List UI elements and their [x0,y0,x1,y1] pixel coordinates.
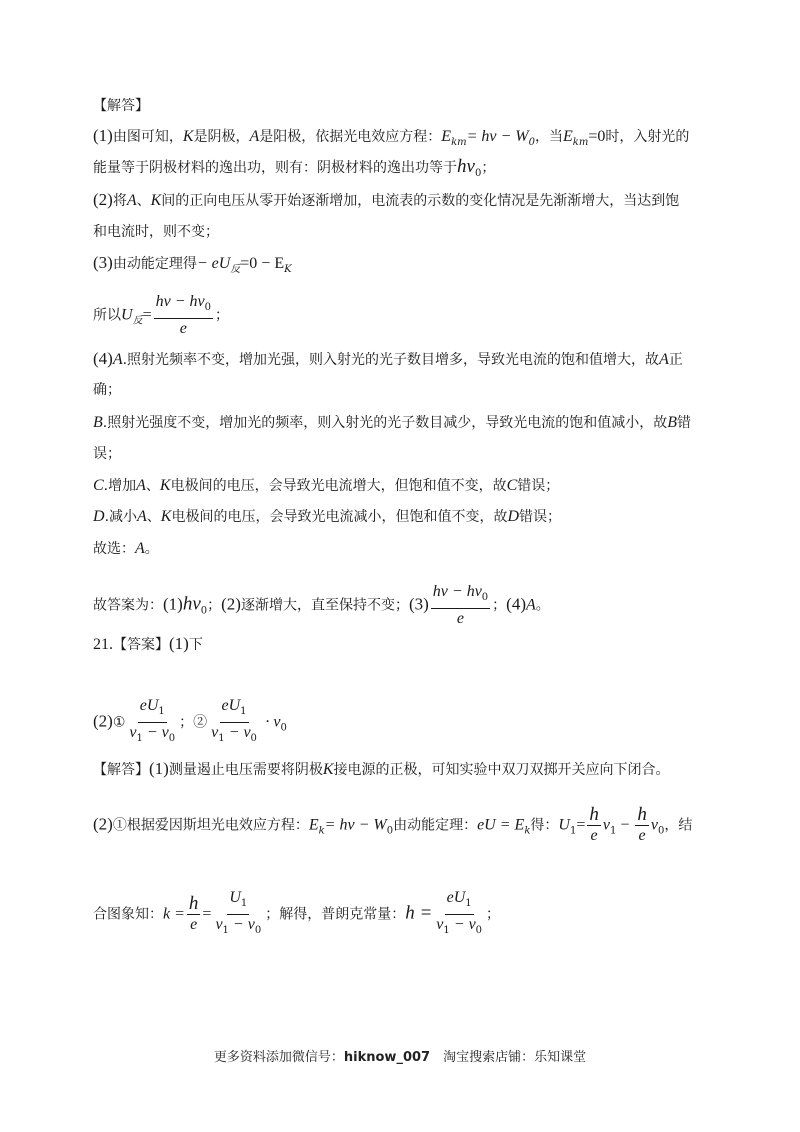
equation: hν [182,593,201,615]
part-number: (2) [221,594,241,614]
text: 时，入射光的 [605,129,690,145]
denominator: ν [211,724,219,741]
text: 误； [93,446,121,462]
subscript: 1 [609,825,617,837]
numerator: U [229,889,241,906]
subscript: 0 [528,137,536,148]
denominator: ν [129,724,137,741]
part3-line2 [93,292,229,339]
symbol: A [136,477,146,494]
text: 故选： [93,541,135,557]
circled-number: ② [193,714,208,731]
equation: − eU [196,255,231,272]
option-label: C [93,477,104,494]
fraction [213,888,263,941]
numerator: h [589,804,599,825]
text: 间的正向电压从零开始逐渐增加，电流表的示数的变化情况是先渐渐增大，当达到饱 [161,193,680,209]
text: ； [492,597,507,614]
numerator: eU [446,889,466,906]
text: ，结 [664,817,693,834]
q21-solution-part2 [93,805,692,846]
part-number: (3) [408,594,429,614]
part4-optionD [93,507,561,527]
subscript: 0 [474,168,482,179]
text: 将 [112,193,127,209]
answer-label: 【答案】 [113,637,169,653]
equation: k = [163,905,185,923]
numerator: eU [139,697,159,714]
circled-number: ① [112,714,126,731]
denominator: e [179,320,187,337]
text: ； [481,160,496,176]
text: 接电源的正极，可知实验中双刀双掷开关应向下闭合。 [333,762,670,778]
numerator: h [188,893,199,914]
subscript: 1 [465,898,472,909]
subscript: 1 [443,925,450,936]
text: 和电流时，则不变； [93,224,219,240]
q21-answer-part2 [93,696,287,749]
denominator: e [190,916,198,933]
part-number: (1) [149,759,169,778]
text: .照射光频率不变，增加光强，则入射光的光子数目增多，导致光电流的饱和值增大，故 [122,352,660,368]
text: .减小 [104,509,138,525]
text: ； [179,714,194,731]
symbol: D [507,508,520,525]
part1-line1 [93,126,689,153]
subscript: 1 [240,706,247,717]
part2-line2 [93,222,219,242]
symbol-A: A [126,192,137,209]
text: 由动能定理： [393,817,478,834]
part-number: (1) [163,594,183,614]
text: 、 [146,509,161,525]
part-number: (4) [93,349,113,368]
part4-optionC [93,476,559,496]
numerator: eU [221,697,241,714]
choice-letter: A [135,540,145,557]
text: 错 [677,415,692,431]
text: 。 [535,597,550,614]
symbol-K: K [150,192,162,209]
text: 根据爱因斯坦光电效应方程： [126,817,309,834]
denominator: − ν [224,724,251,741]
text: ； [214,307,229,324]
equation: U [558,816,570,834]
subscript: 1 [218,733,225,744]
part3-line1 [93,253,292,280]
numerator: hν − hν [155,293,205,310]
text: 电极间的电压，会导致光电流增大，但饱和值不变，故 [170,478,507,494]
subscript: 0 [475,925,483,936]
subscript: 1 [158,706,165,717]
footer-text: 更多资料添加微信号： [213,1050,344,1065]
text: 所以 [93,307,121,324]
answer-text: 下 [188,637,203,653]
equation: hν [457,156,475,177]
solution-label: 【解答】 [93,98,149,114]
part-number: (1) [93,126,113,145]
equation: = hν − W [466,128,529,145]
subscript: 0 [657,825,665,837]
text: ； [207,597,222,614]
text: 、 [136,193,151,209]
text: ，当 [535,129,564,145]
wechat-id: hiknow_007 [343,1050,431,1065]
text: 能量等于阴极材料的逸出功，则有：阴极材料的逸出功等于 [93,160,457,176]
equation: ν [650,816,658,834]
text: 电极间的电压，会导致光电流减小，但饱和值不变，故 [171,509,508,525]
symbol: K [160,508,172,525]
text: 测量遏止电压需要将阴极 [168,762,323,778]
text: .增加 [103,478,137,494]
denominator: − ν [449,916,476,933]
equation: E [308,816,319,834]
equation: h = [405,902,433,924]
subscript: 反 [230,264,241,275]
equation: E [441,128,452,145]
equation: =0 − E [240,255,285,272]
equation: = [576,816,586,834]
fraction [431,582,490,629]
option-label: B [93,414,103,431]
subscript: 0 [250,733,257,744]
footer-text: 淘宝搜索店铺：乐知课堂 [430,1050,587,1065]
denominator: e [638,827,646,844]
text: ； [486,906,501,923]
fraction [209,696,259,749]
q21-answer-line [93,634,203,655]
equation: E [563,128,573,145]
text: 逐渐增大，直至保持不变； [240,597,409,614]
symbol-K: K [182,128,194,145]
subscript: km [451,137,467,148]
equation: U [121,306,133,324]
equation: =0 [588,128,606,145]
text: 故答案为： [93,597,163,614]
part4-optionA [93,349,683,370]
part-number: (2) [93,190,113,209]
equation: = [142,306,152,324]
numerator: h [637,804,647,825]
symbol: K [159,477,171,494]
fraction [154,292,213,339]
denominator: e [456,610,465,627]
symbol: A [659,351,669,368]
subscript: 0 [204,302,211,313]
subscript: 0 [200,605,208,617]
subscript: 1 [240,898,248,909]
subscript: 0 [386,825,394,837]
subscript: 0 [168,733,176,744]
denominator: e [590,827,598,844]
fraction [587,805,601,846]
subscript: K [284,264,292,275]
text: 错误； [519,509,562,525]
subscript: k [524,825,531,837]
text: 确； [93,382,121,398]
denominator: ν [215,916,223,933]
text: 由图可知， [112,129,183,145]
page-footer [0,1046,800,1065]
text: 、 [145,478,160,494]
part-number: (4) [506,594,526,614]
part-number: (2) [93,711,113,731]
q21-solution-part1 [93,759,670,780]
equation: = hν − W [324,816,387,834]
fraction [635,805,649,846]
part4-choice [93,539,159,559]
symbol-K: K [322,761,334,778]
subscript: 0 [481,592,489,603]
symbol: B [667,414,678,431]
option-label: A [112,351,123,368]
part4-optionB-cont [93,444,121,464]
symbol: A [137,508,147,525]
text: 得： [530,817,559,834]
text: .照射光强度不变，增加光的频率，则入射光的光子数目减少，导致光电流的饱和值减小，故 [102,415,668,431]
text: 正 [668,352,683,368]
equation: eU = E [477,816,525,834]
equation: · ν [265,713,281,731]
denominator: ν [436,916,444,933]
text: 由动能定理得 [112,256,197,272]
part-number: (3) [93,253,113,272]
subscript: 反 [132,315,143,327]
text: 错误； [517,478,560,494]
equation: − [616,816,634,834]
part4-optionA-cont [93,380,121,400]
subscript: 0 [280,722,287,734]
part4-optionB [93,413,691,433]
subscript: 1 [222,925,229,936]
text: 是阳极，依据光电效应方程： [259,129,442,145]
subscript: 1 [569,825,577,837]
choice-letter: A [526,596,536,614]
subscript: 0 [254,925,262,936]
fraction [187,894,201,935]
part2-line1 [93,190,679,211]
symbol-A: A [249,128,260,145]
summary-line [93,582,550,629]
text: 合图象知： [93,906,163,923]
part1-line2 [93,157,495,184]
circled-number: ① [112,817,127,834]
part-number: (1) [169,634,189,653]
numerator: hν − hν [432,583,482,600]
denominator: − ν [142,724,169,741]
fraction [434,888,484,941]
option-label: D [93,508,105,525]
question-number: 21. [93,636,113,653]
equation: ν [602,816,610,834]
denominator: − ν [228,916,255,933]
solution-heading [93,96,149,116]
subscript: k [318,825,325,837]
solution-label: 【解答】 [93,762,149,778]
text: 。 [144,541,159,557]
subscript: km [572,137,589,148]
part-number: (2) [93,814,113,834]
text: 是阴极， [193,129,250,145]
text: ；解得，普朗克常量： [265,906,406,923]
symbol: C [506,477,518,494]
q21-solution-part3 [93,888,500,941]
fraction [127,696,177,749]
subscript: 1 [136,733,143,744]
equation: = [202,905,212,923]
